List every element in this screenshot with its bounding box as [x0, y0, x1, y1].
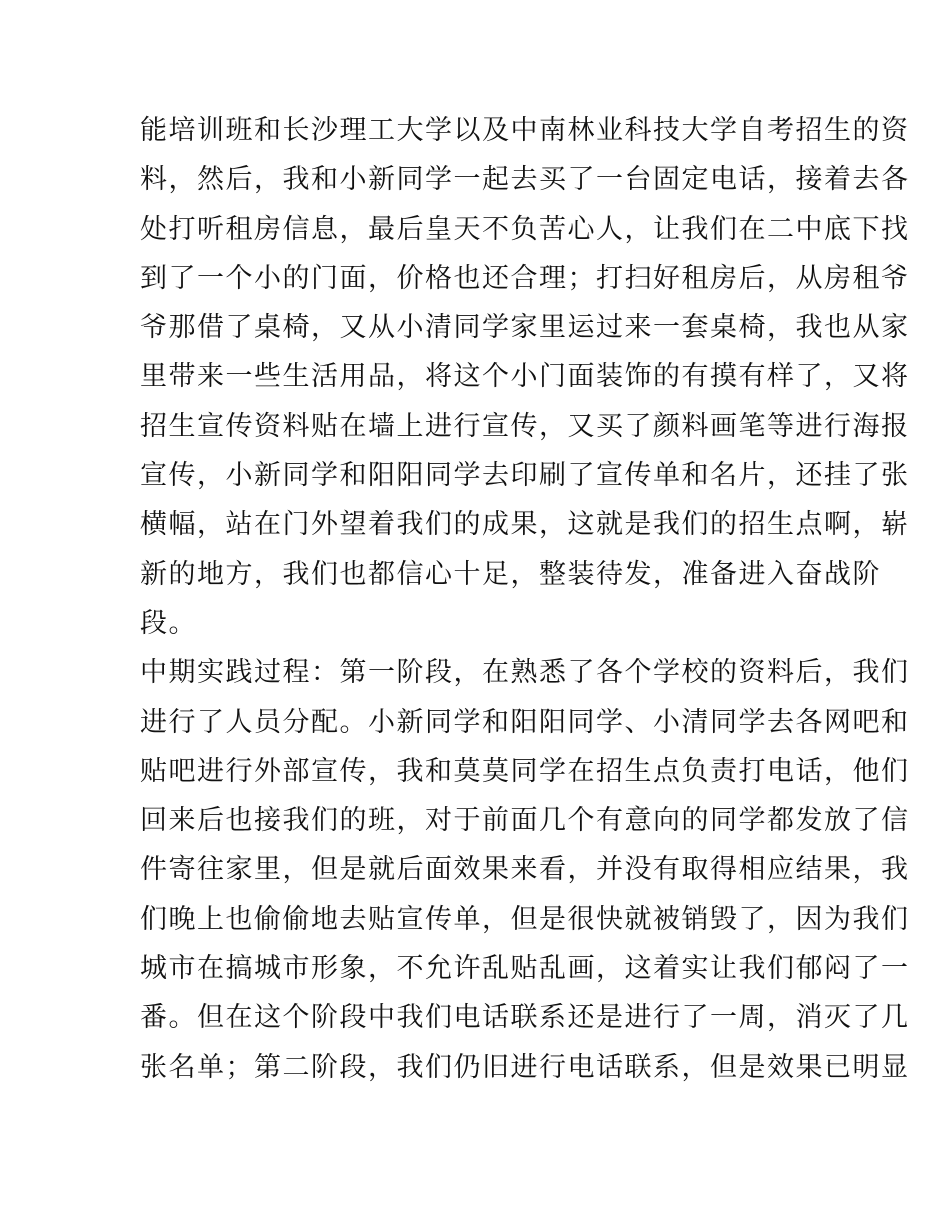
text-line: 新的地方，我们也都信心十足，整装待发，准备进入奋战阶	[140, 558, 881, 590]
text-line: 宣传，小新同学和阳阳同学去印刷了宣传单和名片，还挂了张	[140, 460, 910, 492]
text-line: 城市在搞城市形象，不允许乱贴乱画，这着实让我们郁闷了一	[140, 953, 910, 985]
text-line: 件寄往家里，但是就后面效果来看，并没有取得相应结果，我	[140, 854, 910, 886]
text-line: 们晚上也偷偷地去贴宣传单，但是很快就被销毁了，因为我们	[140, 903, 910, 935]
text-line: 能培训班和长沙理工大学以及中南林业科技大学自考招生的资	[140, 115, 910, 146]
text-line: 中期实践过程：第一阶段，在熟悉了各个学校的资料后，我们	[140, 657, 910, 689]
text-line: 到了一个小的门面，价格也还合理；打扫好租房后，从房租爷	[140, 262, 910, 294]
text-line: 进行了人员分配。小新同学和阳阳同学、小清同学去各网吧和	[140, 706, 910, 738]
text-line: 处打听租房信息，最后皇天不负苦心人，让我们在二中底下找	[140, 213, 910, 245]
text-line: 番。但在这个阶段中我们电话联系还是进行了一周，消灭了几	[140, 1002, 910, 1034]
text-line: 爷那借了桌椅，又从小清同学家里运过来一套桌椅，我也从家	[140, 312, 910, 344]
text-line: 招生宣传资料贴在墙上进行宣传，又买了颜料画笔等进行海报	[140, 410, 910, 442]
document-page	[140, 106, 910, 1092]
text-line: 料，然后，我和小新同学一起去买了一台固定电话，接着去各	[140, 164, 910, 196]
text-line: 段。	[140, 607, 197, 639]
text-line: 回来后也接我们的班，对于前面几个有意向的同学都发放了信	[140, 805, 910, 837]
text-line: 贴吧进行外部宣传，我和莫莫同学在招生点负责打电话，他们	[140, 755, 910, 787]
text-line: 张名单；第二阶段，我们仍旧进行电话联系，但是效果已明显	[140, 1051, 910, 1083]
text-line: 里带来一些生活用品，将这个小门面装饰的有摸有样了，又将	[140, 361, 910, 393]
text-line: 横幅，站在门外望着我们的成果，这就是我们的招生点啊，崭	[140, 509, 910, 541]
